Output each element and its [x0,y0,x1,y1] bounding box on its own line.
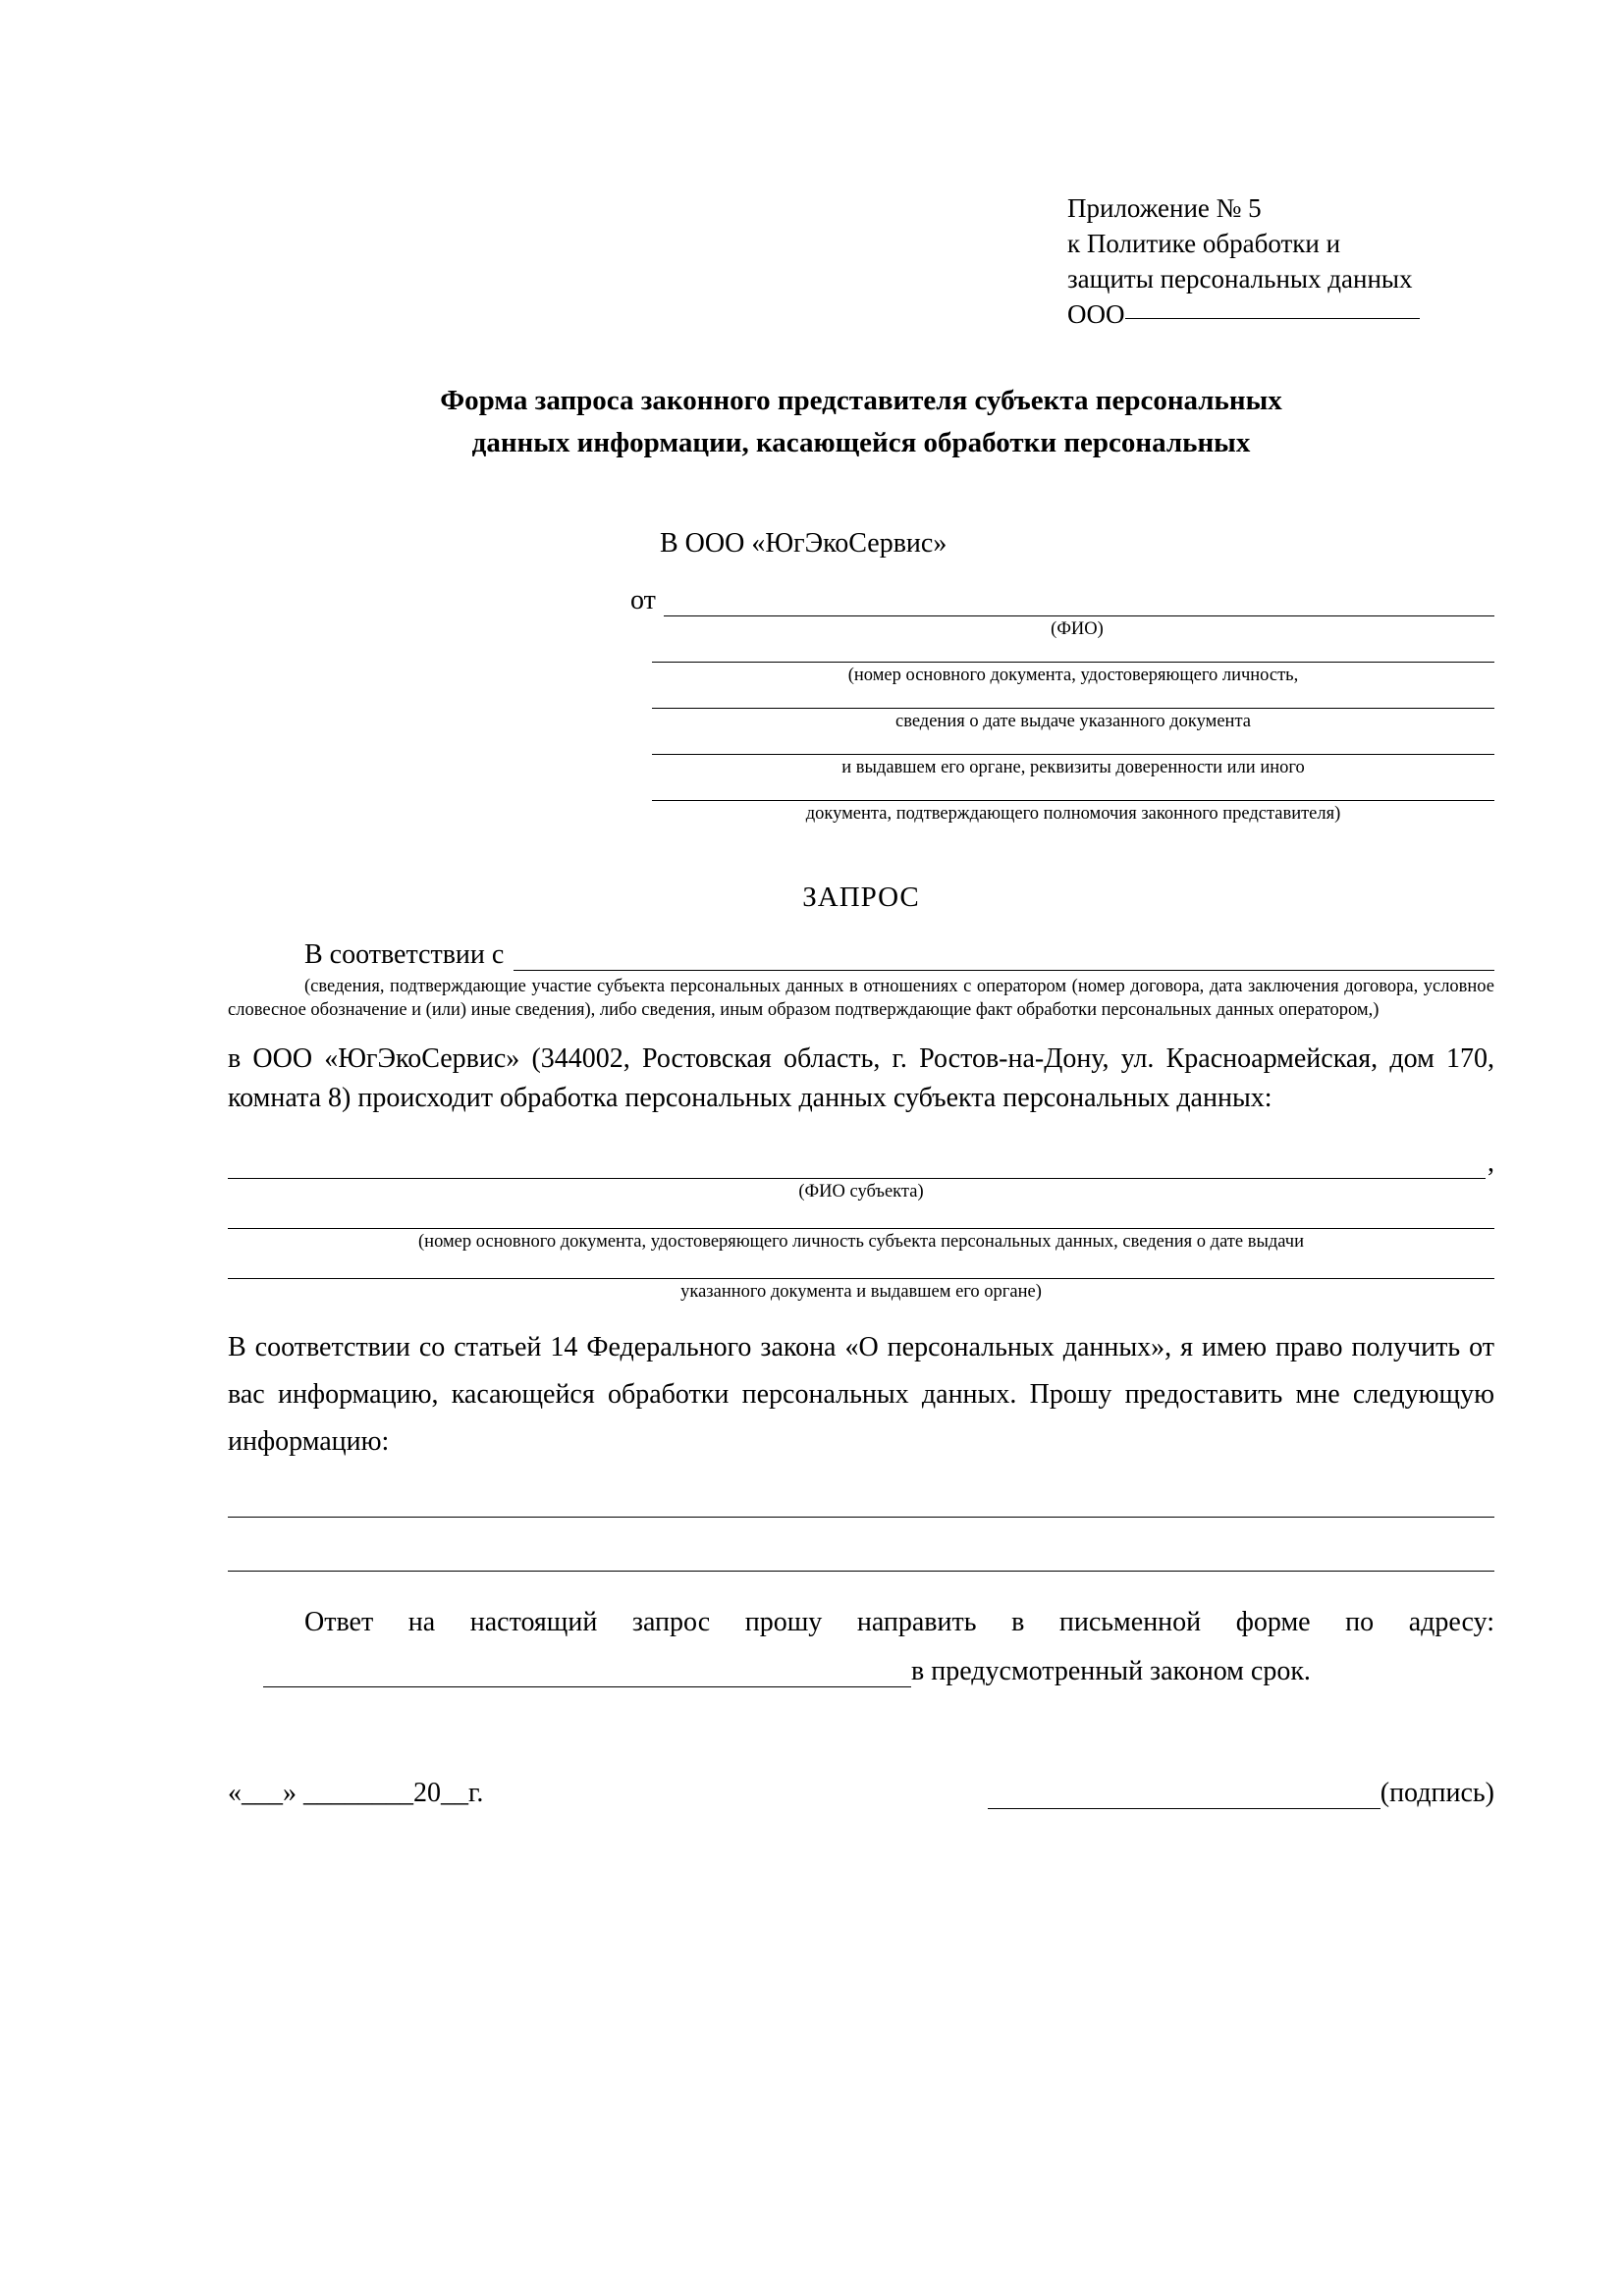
subject-doc-input-1[interactable] [228,1228,1494,1229]
appendix-header [1067,191,1494,333]
policy-reference-line-1: к Политике обработки и [1067,228,1341,258]
signature-input[interactable] [988,1808,1380,1809]
signature-label: (подпись) [1380,1778,1494,1809]
information-request-input-2[interactable] [228,1571,1494,1572]
answer-address-row [228,1656,1494,1687]
subject-doc-row-1 [228,1228,1494,1253]
answer-address-tail: в предусмотренный законом срок. [911,1656,1311,1687]
organization-label: ООО [1067,298,1125,329]
representative-doc-input-3[interactable] [652,754,1494,755]
document-content [228,191,1494,1809]
in-accordance-note-text: (сведения, подтверждающие участие субъекта персональных данных в отношениях с оператором (номер договора, дата заключения договора, условное словесное обозначение и (или) иные сведения), либо сведения, иным образом подтверждающие факт обработки персональных данных оператором,) [228,976,1494,1021]
organization-paragraph: в ООО «ЮгЭкоСервис» (344002, Ростовская область, г. Ростов-на-Дону, ул. Красноармейская, дом 170, комната 8) происходит обработка персональных данных субъекта персональных данных: [228,1043,1494,1114]
organization-blank-line [1125,318,1420,319]
page-title-line-1: Форма запроса законного представителя субъекта персональных [440,384,1282,416]
from-name-input[interactable] [664,615,1494,616]
representative-doc-row-1 [652,662,1494,686]
subject-doc-caption-2: указанного документа и выдавшем его органе) [680,1281,1042,1302]
representative-doc-caption-3: и выдавшем его органе, реквизиты доверенности или иного [841,757,1305,777]
in-accordance-label: В соответствии с [304,938,505,970]
representative-doc-row-3 [652,754,1494,778]
representative-doc-input-4[interactable] [652,800,1494,801]
information-request-row-2 [228,1571,1494,1572]
subject-fio-input[interactable] [228,1178,1486,1179]
law-paragraph: В соответствии со статьей 14 Федерального закона «О персональных данных», я имею право получить от вас информацию, касающейся обработки персональных данных. Прошу предоставить мне следующую информацию: [228,1331,1494,1458]
answer-delivery-paragraph: Ответ на настоящий запрос прошу направить в письменной форме по адресу: [304,1607,1494,1638]
page-title-line-2: данных информации, касающейся обработки персональных [471,427,1251,459]
date-field[interactable]: «___» ________20__г. [228,1778,484,1809]
representative-doc-caption-4: документа, подтверждающего полномочия законного представителя) [805,803,1341,824]
subject-doc-row-2 [228,1278,1494,1303]
addressee-block [228,528,1494,825]
subject-fio-row: , [228,1148,1494,1179]
policy-reference-line-2: защиты персональных данных [1067,263,1413,294]
answer-address-input[interactable] [263,1686,911,1687]
in-accordance-note [228,975,1494,1023]
from-label: от [630,584,656,615]
information-request-row-1 [228,1517,1494,1518]
appendix-number: Приложение № 5 [1067,193,1262,223]
subject-doc-input-2[interactable] [228,1278,1494,1279]
page-title [228,380,1494,465]
from-row [630,585,1494,616]
representative-doc-row-4 [652,800,1494,825]
representative-doc-input-2[interactable] [652,708,1494,709]
signature-block [228,1778,1494,1809]
representative-doc-caption-1: (номер основного документа, удостоверяющего личность, [847,665,1299,685]
organization-blank-row [1067,297,1494,333]
in-accordance-input[interactable] [514,970,1494,971]
representative-doc-row-2 [652,708,1494,732]
subject-fio-caption: (ФИО субъекта) [798,1181,924,1201]
representative-doc-input-1[interactable] [652,662,1494,663]
in-accordance-row [228,939,1494,971]
information-request-input-1[interactable] [228,1517,1494,1518]
from-name-caption: (ФИО) [1051,618,1104,639]
representative-doc-caption-2: сведения о дате выдаче указанного документа [895,711,1251,731]
request-heading: ЗАПРОС [802,881,920,913]
subject-doc-caption-1: (номер основного документа, удостоверяющего личность субъекта персональных данных, сведения о дате выдачи [418,1231,1304,1252]
addressee-organization: В ООО «ЮгЭкоСервис» [660,527,947,559]
